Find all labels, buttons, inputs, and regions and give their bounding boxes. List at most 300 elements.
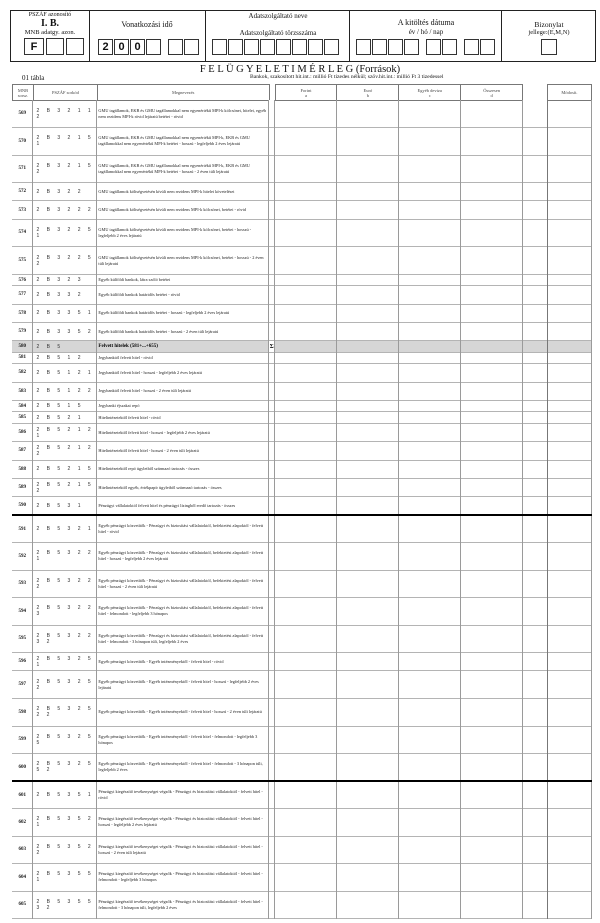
other-currency-input[interactable] — [399, 201, 461, 219]
form-letter-cell[interactable]: F — [24, 38, 44, 55]
forint-input[interactable] — [275, 247, 337, 275]
forint-input[interactable] — [275, 515, 337, 543]
row-number: 600 — [12, 754, 33, 782]
modification-input[interactable] — [547, 478, 591, 496]
other-currency-input[interactable] — [399, 304, 461, 322]
modification-input[interactable] — [547, 625, 591, 653]
period-digit-3[interactable]: 0 — [130, 39, 145, 55]
table-row — [12, 155, 592, 183]
forint-input[interactable] — [275, 442, 337, 460]
row-number: 602 — [12, 809, 33, 837]
euro-input[interactable] — [337, 364, 399, 382]
euro-input[interactable] — [337, 543, 399, 571]
spacer-cell — [523, 497, 548, 515]
euro-input[interactable] — [337, 201, 399, 219]
col-forint-sub: a — [304, 92, 307, 98]
other-currency-input[interactable] — [399, 364, 461, 382]
modification-input[interactable] — [547, 653, 591, 671]
row-number: 569 — [12, 100, 33, 128]
total-input[interactable] — [461, 382, 523, 400]
col-pszaf: PSZÁF sorkód — [33, 85, 97, 101]
modification-input[interactable] — [547, 460, 591, 478]
forint-input[interactable] — [275, 352, 337, 363]
total-input[interactable] — [461, 598, 523, 626]
total-input[interactable] — [461, 836, 523, 864]
table-row — [12, 515, 592, 543]
period-month-2[interactable] — [184, 39, 199, 55]
forint-input[interactable] — [275, 155, 337, 183]
euro-input[interactable] — [337, 442, 399, 460]
forint-input[interactable] — [275, 570, 337, 598]
forint-input[interactable] — [275, 460, 337, 478]
euro-input[interactable] — [337, 653, 399, 671]
spacer-cell — [523, 891, 548, 919]
modification-input[interactable] — [547, 274, 591, 285]
fill-date-cell-2[interactable] — [372, 39, 387, 55]
row-code: 2 B 5 3 2 2 3 — [33, 598, 97, 626]
modification-input[interactable] — [547, 183, 591, 201]
provider-reg-cell-1[interactable] — [212, 39, 227, 55]
table-row — [12, 891, 592, 919]
total-input[interactable] — [461, 201, 523, 219]
modification-input[interactable] — [547, 247, 591, 275]
modification-input[interactable] — [547, 515, 591, 543]
other-currency-input[interactable] — [399, 625, 461, 653]
col-total-sub: d — [490, 92, 493, 98]
euro-input[interactable] — [337, 247, 399, 275]
forint-input[interactable] — [275, 864, 337, 892]
row-code: 2 B 5 2 1 2 2 — [33, 442, 97, 460]
row-number: 592 — [12, 543, 33, 571]
euro-input[interactable] — [337, 423, 399, 441]
total-input[interactable] — [461, 247, 523, 275]
row-description: Pénzügyi kiegészítő tevékenységet végzők - Pénzügyi és biztosítási vállalatoktól - felvett hitel - felmondott - legfeljebb 3 hónapos — [97, 864, 269, 892]
modification-input[interactable] — [547, 304, 591, 322]
euro-input[interactable] — [337, 322, 399, 340]
total-input[interactable] — [461, 653, 523, 671]
other-currency-input[interactable] — [399, 726, 461, 754]
forint-input[interactable] — [275, 836, 337, 864]
other-currency-input[interactable] — [399, 155, 461, 183]
spacer-cell — [523, 653, 548, 671]
row-number: 583 — [12, 382, 33, 400]
euro-input[interactable] — [337, 570, 399, 598]
row-number: 599 — [12, 726, 33, 754]
euro-input[interactable] — [337, 341, 399, 352]
modification-input[interactable] — [547, 497, 591, 515]
forint-input[interactable] — [275, 497, 337, 515]
total-input[interactable] — [461, 128, 523, 156]
provider-name-label: Adatszolgáltató neve — [248, 12, 308, 20]
modification-input[interactable] — [547, 754, 591, 782]
other-currency-input[interactable] — [399, 864, 461, 892]
spacer-cell — [523, 364, 548, 382]
forint-input[interactable] — [275, 891, 337, 919]
row-number: 572 — [12, 183, 33, 201]
euro-input[interactable] — [337, 515, 399, 543]
forint-input[interactable] — [275, 322, 337, 340]
row-description: Egyéb pénzügyi közvetítők - Egyéb intézményektől - felvett hitel - hosszú - legfeljebb 2 éves lejáratú — [97, 671, 269, 699]
other-currency-input[interactable] — [399, 274, 461, 285]
total-input[interactable] — [461, 478, 523, 496]
total-input[interactable] — [461, 274, 523, 285]
row-code: 2 B 3 2 1 1 2 — [33, 100, 97, 128]
euro-input[interactable] — [337, 460, 399, 478]
modification-input[interactable] — [547, 322, 591, 340]
other-currency-input[interactable] — [399, 352, 461, 363]
euro-input[interactable] — [337, 286, 399, 304]
euro-input[interactable] — [337, 698, 399, 726]
table-label: 01 tábla — [22, 74, 45, 82]
modification-input[interactable] — [547, 891, 591, 919]
mnb-id-cell-1[interactable] — [46, 38, 64, 55]
forint-input[interactable] — [275, 183, 337, 201]
spacer-cell — [523, 352, 548, 363]
total-input[interactable] — [461, 423, 523, 441]
euro-input[interactable] — [337, 128, 399, 156]
modification-input[interactable] — [547, 382, 591, 400]
row-code: 2 B 3 3 2 — [33, 286, 97, 304]
row-code: 2 B 5 3 5 2 2 — [33, 836, 97, 864]
fill-date-cell-7[interactable] — [464, 39, 479, 55]
modification-input[interactable] — [547, 155, 591, 183]
total-input[interactable] — [461, 543, 523, 571]
euro-input[interactable] — [337, 809, 399, 837]
spacer-cell — [523, 570, 548, 598]
forint-input[interactable] — [275, 478, 337, 496]
forint-input[interactable] — [275, 625, 337, 653]
euro-input[interactable] — [337, 836, 399, 864]
euro-input[interactable] — [337, 671, 399, 699]
other-currency-input[interactable] — [399, 382, 461, 400]
total-input[interactable] — [461, 304, 523, 322]
col-euro-sub: b — [366, 92, 369, 98]
forint-input[interactable] — [275, 304, 337, 322]
euro-input[interactable] — [337, 155, 399, 183]
table-row — [12, 352, 592, 363]
forint-input[interactable] — [275, 382, 337, 400]
forint-input[interactable] — [275, 412, 337, 423]
forint-input[interactable] — [275, 128, 337, 156]
euro-input[interactable] — [337, 598, 399, 626]
other-currency-input[interactable] — [399, 247, 461, 275]
spacer-cell — [523, 598, 548, 626]
forint-input[interactable] — [275, 698, 337, 726]
total-input[interactable] — [461, 442, 523, 460]
row-code: 2 B 3 2 2 — [33, 183, 97, 201]
other-currency-input[interactable] — [399, 653, 461, 671]
col-mnb: MNB sorsz. — [13, 85, 34, 101]
other-currency-input[interactable] — [399, 322, 461, 340]
euro-input[interactable] — [337, 625, 399, 653]
euro-input[interactable] — [337, 183, 399, 201]
provider-reg-cell-5[interactable] — [276, 39, 291, 55]
pszaf-label: PSZÁF azonosító — [28, 12, 72, 18]
total-input[interactable] — [461, 809, 523, 837]
forint-input[interactable] — [275, 400, 337, 411]
fill-date-cell-8[interactable] — [480, 39, 495, 55]
row-number: 601 — [12, 781, 33, 809]
other-currency-input[interactable] — [399, 219, 461, 247]
fill-date-cell-1[interactable] — [356, 39, 371, 55]
row-number: 581 — [12, 352, 33, 363]
total-input[interactable] — [461, 155, 523, 183]
modification-input[interactable] — [547, 100, 591, 128]
total-input[interactable] — [461, 322, 523, 340]
table-row — [12, 219, 592, 247]
provider-reg-cell-3[interactable] — [244, 39, 259, 55]
modification-input[interactable] — [547, 219, 591, 247]
euro-input[interactable] — [337, 304, 399, 322]
provider-reg-cell-2[interactable] — [228, 39, 243, 55]
modification-input[interactable] — [547, 286, 591, 304]
other-currency-input[interactable] — [399, 128, 461, 156]
spacer-cell — [523, 478, 548, 496]
total-input[interactable] — [461, 726, 523, 754]
modification-input[interactable] — [547, 598, 591, 626]
spacer-cell — [523, 400, 548, 411]
row-number: 605 — [12, 891, 33, 919]
row-description: Egyéb pénzügyi közvetítők - Pénzügyi és biztosítási vállalatoktól, befektetési alapoktól - felvett hitel - felmondott - legfeljebb 3 hónapos — [97, 598, 269, 626]
table-row — [12, 671, 592, 699]
other-currency-input[interactable] — [399, 698, 461, 726]
total-input[interactable] — [461, 100, 523, 128]
total-input[interactable] — [461, 412, 523, 423]
modification-input[interactable] — [547, 543, 591, 571]
modification-input[interactable] — [547, 352, 591, 363]
forint-input[interactable] — [275, 754, 337, 782]
modification-input[interactable] — [547, 412, 591, 423]
col-total-label: Összesen — [483, 87, 500, 93]
euro-input[interactable] — [337, 100, 399, 128]
forint-input[interactable] — [275, 274, 337, 285]
row-code: 2 B 5 1 2 2 — [33, 382, 97, 400]
other-currency-input[interactable] — [399, 497, 461, 515]
euro-input[interactable] — [337, 478, 399, 496]
total-input[interactable] — [461, 183, 523, 201]
forint-input[interactable] — [275, 653, 337, 671]
modification-input[interactable] — [547, 201, 591, 219]
row-description: GMU tagállamok, EKB és GMU tagállamokkal nem egyenértékű MPI-k, EKB és GMU tagállamokkal nem egyenértékű MPI-k betétei - hosszú - 2 éven túli lejáratú — [97, 155, 269, 183]
mnb-id-cell-2[interactable] — [66, 38, 84, 55]
col-euro — [337, 85, 399, 101]
other-currency-input[interactable] — [399, 598, 461, 626]
total-input[interactable] — [461, 570, 523, 598]
row-code: 2 B 5 1 5 — [33, 400, 97, 411]
pszaf-value: I. B. — [40, 18, 60, 29]
row-description: Pénzügyi vállalatoktól felvett hitel és pénzügyi lízingből eredő tartozás - összes — [97, 497, 269, 515]
row-description: Hitelintézetektől felvett hitel - hosszú - legfeljebb 2 éves lejáratú — [97, 423, 269, 441]
row-description: Hitelintézetektől repó ügyletből származó tartozás - összes — [97, 460, 269, 478]
row-number: 580 — [12, 341, 33, 352]
other-currency-input[interactable] — [399, 478, 461, 496]
other-currency-input[interactable] — [399, 570, 461, 598]
row-code: 2 B 5 2 1 2 1 — [33, 423, 97, 441]
col-other-label: Egyéb deviza — [417, 87, 442, 93]
total-input[interactable] — [461, 219, 523, 247]
period-month-1[interactable] — [168, 39, 183, 55]
table-row — [12, 754, 592, 782]
table-row — [12, 698, 592, 726]
other-currency-input[interactable] — [399, 891, 461, 919]
forint-input[interactable] — [275, 671, 337, 699]
forint-input[interactable] — [275, 100, 337, 128]
row-description: GMU tagállamok költségvetésén kívüli nem rezidens MPI-k kölcsönei, betétei - hosszú - 2 éven túli lejáratú — [97, 247, 269, 275]
fill-date-cell-3[interactable] — [388, 39, 403, 55]
forint-input[interactable] — [275, 809, 337, 837]
euro-input[interactable] — [337, 864, 399, 892]
euro-input[interactable] — [337, 219, 399, 247]
col-mod: Módosít. — [548, 85, 592, 101]
total-input[interactable] — [461, 460, 523, 478]
other-currency-input[interactable] — [399, 442, 461, 460]
other-currency-input[interactable] — [399, 543, 461, 571]
modification-input[interactable] — [547, 570, 591, 598]
row-code: 2 B 5 3 2 1 — [33, 515, 97, 543]
forint-input[interactable] — [275, 219, 337, 247]
euro-input[interactable] — [337, 891, 399, 919]
modification-input[interactable] — [547, 698, 591, 726]
other-currency-input[interactable] — [399, 100, 461, 128]
euro-input[interactable] — [337, 412, 399, 423]
spacer-cell — [523, 201, 548, 219]
modification-input[interactable] — [547, 341, 591, 352]
row-code: 2 B 3 2 2 2 — [33, 201, 97, 219]
modification-input[interactable] — [547, 836, 591, 864]
row-description: GMU tagállamok költségvetésén kívüli nem rezidens MPI-k hitelei követelései — [97, 183, 269, 201]
total-input[interactable] — [461, 286, 523, 304]
row-code: 2 B 3 3 5 1 — [33, 304, 97, 322]
total-input[interactable] — [461, 352, 523, 363]
modification-input[interactable] — [547, 423, 591, 441]
table-row — [12, 653, 592, 671]
other-currency-input[interactable] — [399, 460, 461, 478]
row-number: 575 — [12, 247, 33, 275]
row-number: 604 — [12, 864, 33, 892]
modification-input[interactable] — [547, 726, 591, 754]
provider-reg-cell-6[interactable] — [292, 39, 307, 55]
provider-reg-cell-4[interactable] — [260, 39, 275, 55]
provider-reg-cell-8[interactable] — [324, 39, 339, 55]
other-currency-input[interactable] — [399, 515, 461, 543]
row-description: Pénzügyi kiegészítő tevékenységet végzők - Pénzügyi és biztosítási vállalatoktól - felvett hitel - hosszú - 2 éven túli lejáratú — [97, 836, 269, 864]
row-description: Egyéb külföldi bankok, látra szóló betétei — [97, 274, 269, 285]
modification-input[interactable] — [547, 128, 591, 156]
table-row — [12, 341, 592, 352]
euro-input[interactable] — [337, 497, 399, 515]
table-row — [12, 864, 592, 892]
other-currency-input[interactable] — [399, 400, 461, 411]
total-input[interactable] — [461, 781, 523, 809]
row-number: 577 — [12, 286, 33, 304]
total-input[interactable] — [461, 864, 523, 892]
other-currency-input[interactable] — [399, 423, 461, 441]
forint-input[interactable] — [275, 286, 337, 304]
modification-input[interactable] — [547, 809, 591, 837]
total-input[interactable] — [461, 671, 523, 699]
forint-input[interactable] — [275, 598, 337, 626]
table-row — [12, 478, 592, 496]
other-currency-input[interactable] — [399, 183, 461, 201]
fill-date-cell-4[interactable] — [404, 39, 419, 55]
spacer-cell — [523, 155, 548, 183]
euro-input[interactable] — [337, 274, 399, 285]
other-currency-input[interactable] — [399, 671, 461, 699]
report-sub: jellege:(E,M,N) — [528, 29, 570, 36]
forint-input[interactable] — [275, 364, 337, 382]
row-code: 2 B 5 3 5 5 1 — [33, 864, 97, 892]
euro-input[interactable] — [337, 726, 399, 754]
euro-input[interactable] — [337, 352, 399, 363]
modification-input[interactable] — [547, 364, 591, 382]
spacer-cell — [523, 304, 548, 322]
modification-input[interactable] — [547, 400, 591, 411]
forint-input[interactable] — [275, 423, 337, 441]
euro-input[interactable] — [337, 382, 399, 400]
other-currency-input[interactable] — [399, 341, 461, 352]
total-input[interactable] — [461, 891, 523, 919]
other-currency-input[interactable] — [399, 836, 461, 864]
fill-date-cell-6[interactable] — [442, 39, 457, 55]
col-other — [399, 85, 461, 101]
total-input[interactable] — [461, 754, 523, 782]
forint-input[interactable] — [275, 726, 337, 754]
total-input[interactable] — [461, 515, 523, 543]
report-type-cell[interactable] — [541, 39, 557, 55]
period-digit-4[interactable] — [146, 39, 161, 55]
spacer-cell — [523, 836, 548, 864]
total-input[interactable] — [461, 364, 523, 382]
table-row — [12, 836, 592, 864]
row-code: 2 B 5 3 1 — [33, 497, 97, 515]
total-input[interactable] — [461, 341, 523, 352]
spacer-cell — [523, 286, 548, 304]
row-code: 2 B 5 3 5 5 3 2 — [33, 891, 97, 919]
period-digit-2[interactable]: 0 — [114, 39, 129, 55]
row-description: Egyéb pénzügyi közvetítők - Egyéb intézményektől - felvett hitel - hosszú - 2 éven túli lejáratú — [97, 698, 269, 726]
table-row — [12, 100, 592, 128]
forint-input[interactable] — [275, 781, 337, 809]
euro-input[interactable] — [337, 400, 399, 411]
total-input[interactable] — [461, 400, 523, 411]
provider-reg-cell-7[interactable] — [308, 39, 323, 55]
spacer-cell — [523, 864, 548, 892]
other-currency-input[interactable] — [399, 781, 461, 809]
euro-input[interactable] — [337, 754, 399, 782]
other-currency-input[interactable] — [399, 286, 461, 304]
forint-input[interactable] — [275, 543, 337, 571]
other-currency-input[interactable] — [399, 754, 461, 782]
total-input[interactable] — [461, 698, 523, 726]
total-input[interactable] — [461, 497, 523, 515]
other-currency-input[interactable] — [399, 412, 461, 423]
modification-input[interactable] — [547, 671, 591, 699]
row-number: 590 — [12, 497, 33, 515]
total-input[interactable] — [461, 625, 523, 653]
forint-input[interactable] — [275, 341, 337, 352]
modification-input[interactable] — [547, 442, 591, 460]
forint-input[interactable] — [275, 201, 337, 219]
other-currency-input[interactable] — [399, 809, 461, 837]
row-number: 594 — [12, 598, 33, 626]
euro-input[interactable] — [337, 781, 399, 809]
modification-input[interactable] — [547, 781, 591, 809]
modification-input[interactable] — [547, 864, 591, 892]
period-digit-1[interactable]: 2 — [98, 39, 113, 55]
fill-date-cell-5[interactable] — [426, 39, 441, 55]
units-note: Bankok, szakosított hit.int.: millió Ft tizedes nélkül; szöv.hit.int.: millió Ft 3 tizedessel — [250, 74, 444, 80]
sigma-cell: Σ — [269, 341, 275, 352]
